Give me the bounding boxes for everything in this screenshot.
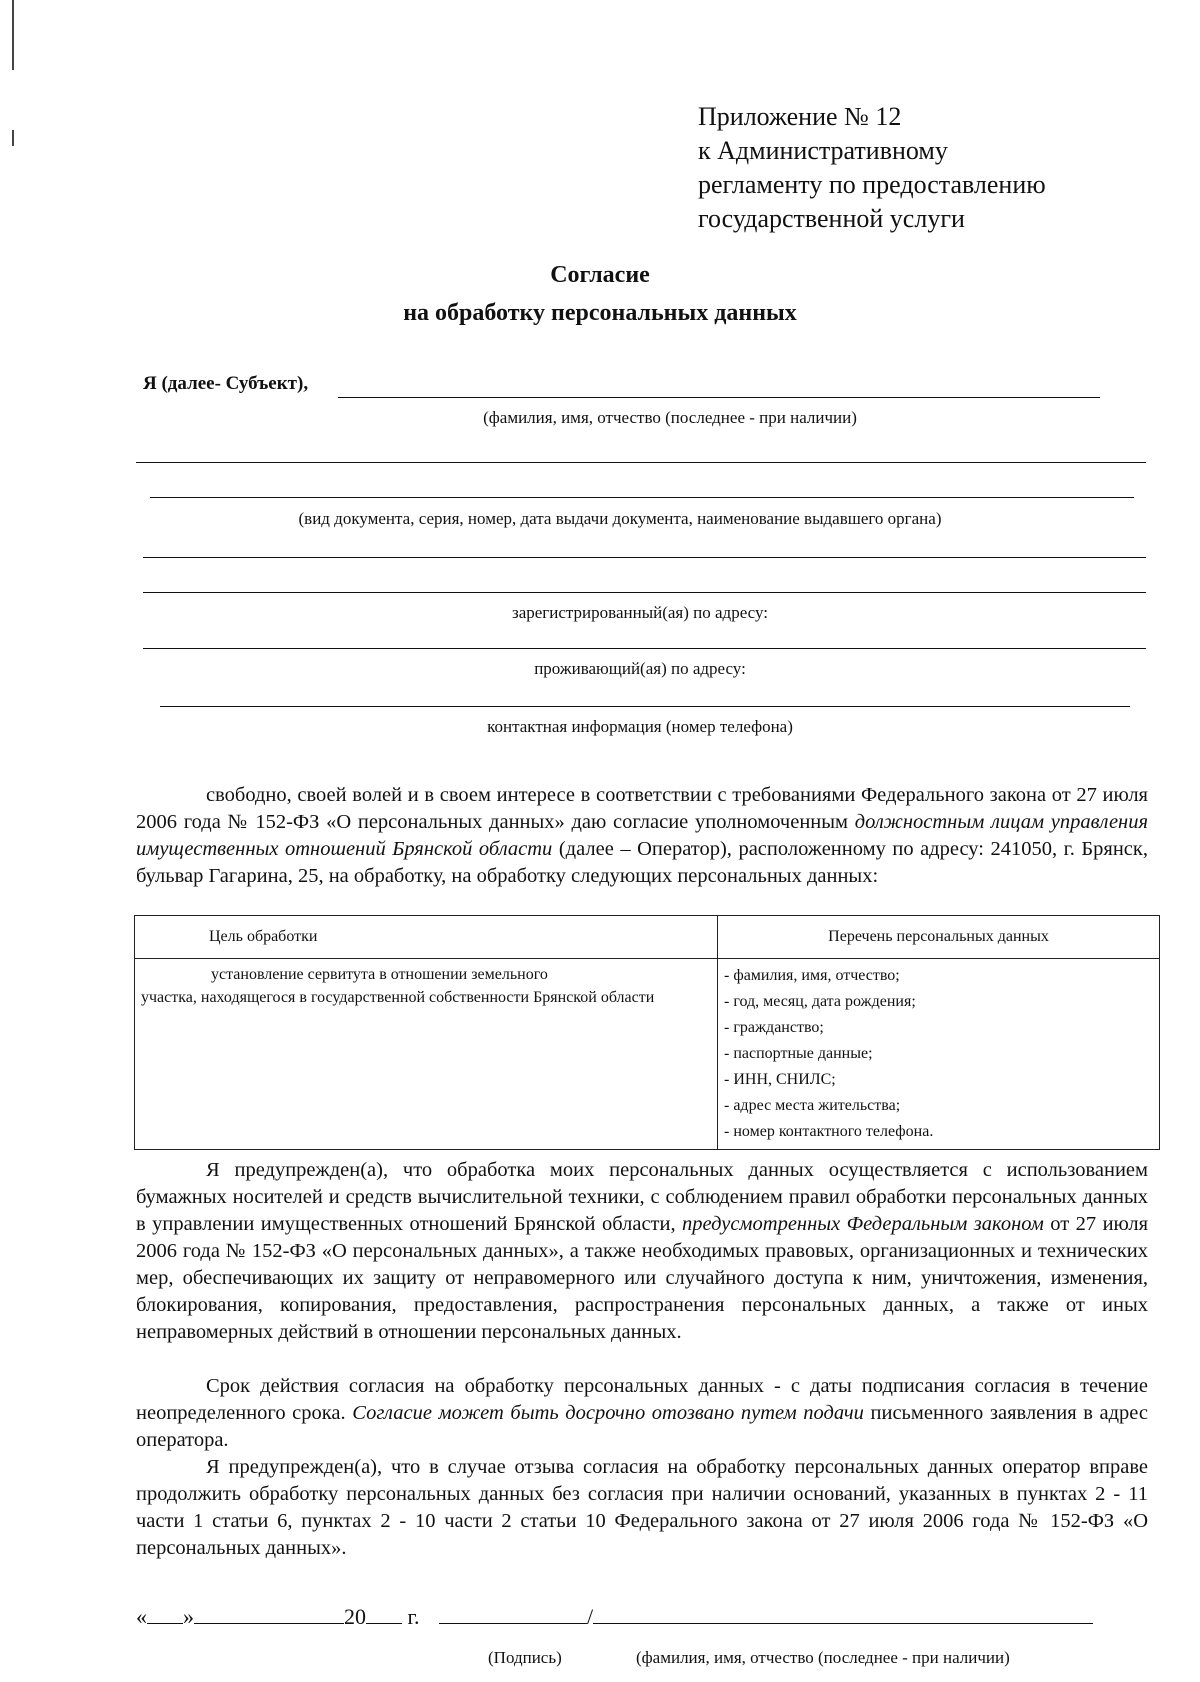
month-input-line[interactable]: [194, 1623, 344, 1624]
consent-paragraph: [136, 782, 1148, 890]
appendix-header: [698, 100, 1046, 236]
appendix-line: государственной услуги: [698, 204, 965, 233]
living-address-caption: проживающий(ая) по адресу:: [534, 659, 746, 678]
appendix-line: регламенту по предоставлению: [698, 170, 1046, 199]
appendix-line: Приложение № 12: [698, 102, 902, 131]
list-item: - год, месяц, дата рождения;: [724, 993, 916, 1010]
operator-name-italic: должностным лицам управления имущественных отношений Брянской области: [136, 811, 1148, 860]
consent-text: (далее – Оператор), расположенному по адресу: 241050, г. Брянск, бульвар Гагарина, 25, на обработку, на обработку следующих персональных данных:: [136, 838, 1148, 887]
century-text: 20: [344, 1604, 366, 1629]
term-text: Срок действия согласия на обработку персональных данных - с даты подписания согласия в течение неопределенного срока.: [136, 1375, 1148, 1424]
signer-fio-input-line[interactable]: [593, 1623, 1093, 1624]
list-item: - паспортные данные;: [724, 1045, 873, 1062]
year-input-line[interactable]: [366, 1623, 402, 1624]
contact-input-line[interactable]: [160, 706, 1130, 707]
term-italic: Согласие может быть досрочно отозвано путем подачи: [352, 1402, 864, 1424]
withdrawal-text: Я предупрежден(а), что в случае отзыва согласия на обработку персональных данных оператор вправе продолжить обработку персональных данных без согласия при наличии оснований, указанных в пунктах 2 - 11 части 1 статьи 6, пунктах 2 - 10 части 2 статьи 10 Федерального закона от 27 июля 2006 года № 152-ФЗ «О персональных данных».: [136, 1456, 1148, 1559]
withdrawal-paragraph: [136, 1454, 1148, 1562]
column-header-data-list: Перечень персональных данных: [718, 916, 1160, 959]
document-input-line[interactable]: [136, 462, 1146, 463]
data-list-cell: [718, 959, 1160, 1150]
day-input-line[interactable]: [147, 1623, 183, 1624]
appendix-line: к Административному: [698, 136, 948, 165]
contact-caption: контактная информация (номер телефона): [487, 717, 793, 736]
list-item: - номер контактного телефона.: [724, 1123, 934, 1140]
list-item: - фамилия, имя, отчество;: [724, 967, 900, 984]
warning-italic: предусмотренных Федеральным законом: [682, 1213, 1044, 1235]
document-title: Согласие: [550, 262, 650, 288]
personal-data-table: [134, 915, 1160, 1150]
date-quote-close: »: [183, 1604, 194, 1629]
document-input-line[interactable]: [143, 557, 1146, 558]
fio-caption: (фамилия, имя, отчество (последнее - при наличии): [483, 408, 857, 427]
signer-fio-caption: (фамилия, имя, отчество (последнее - при наличии): [636, 1648, 1010, 1667]
term-paragraph: [136, 1373, 1148, 1454]
document-caption: (вид документа, серия, номер, дата выдачи документа, наименование выдавшего органа): [298, 509, 942, 528]
fio-input-line[interactable]: [338, 397, 1100, 398]
list-item: - адрес места жительства;: [724, 1097, 901, 1114]
registered-address-caption: зарегистрированный(ая) по адресу:: [512, 603, 768, 622]
year-suffix: г.: [407, 1604, 420, 1629]
date-quote-open: «: [136, 1604, 147, 1629]
list-item: - ИНН, СНИЛС;: [724, 1071, 836, 1088]
consent-text: свободно, своей волей и в своем интересе в соответствии с требованиями Федерального закона от 27 июля 2006 года № 152-ФЗ «О персональных данных» даю согласие уполномоченным: [136, 784, 1148, 833]
term-text: письменного заявления в адрес оператора.: [136, 1402, 1149, 1451]
scan-artifact-mark: [12, 0, 14, 70]
personal-data-list: [724, 963, 1153, 1145]
subject-label: Я (далее- Субъект),: [143, 373, 309, 394]
list-item: - гражданство;: [724, 1019, 824, 1036]
scan-artifact-mark: [12, 130, 14, 146]
purpose-text: участка, находящегося в государственной собственности Брянской области: [141, 989, 655, 1006]
warning-text: от 27 июля 2006 года № 152-ФЗ «О персональных данных», а также необходимых правовых, организационных и технических мер, обеспечивающих их защиту от неправомерного или случайного доступа к ним, уничтожения, изменения, блокирования, копирования, предоставления, распространения персональных данных, а также от иных неправомерных действий в отношении персональных данных.: [136, 1213, 1149, 1343]
table-row: [135, 959, 1160, 1150]
signature-row: [136, 1604, 1093, 1630]
signature-caption: (Подпись): [488, 1648, 562, 1667]
document-input-line[interactable]: [150, 497, 1134, 498]
signature-slash: /: [587, 1604, 594, 1629]
signature-input-line[interactable]: [439, 1623, 587, 1624]
table-header-row: [135, 916, 1160, 959]
document-subtitle: на обработку персональных данных: [403, 300, 797, 326]
living-address-input-line[interactable]: [143, 648, 1146, 649]
purpose-cell: [135, 959, 718, 1150]
warning-text: Я предупрежден(а), что обработка моих персональных данных осуществляется с использованием бумажных носителей и средств вычислительной техники, с соблюдением правил обработки персональных данных в управлении имущественных отношений Брянской области,: [136, 1159, 1148, 1235]
registered-address-input-line[interactable]: [143, 592, 1146, 593]
purpose-text: установление сервитута в отношении земельного: [211, 966, 548, 983]
processing-warning-paragraph: [136, 1157, 1148, 1346]
column-header-purpose: Цель обработки: [135, 916, 718, 959]
